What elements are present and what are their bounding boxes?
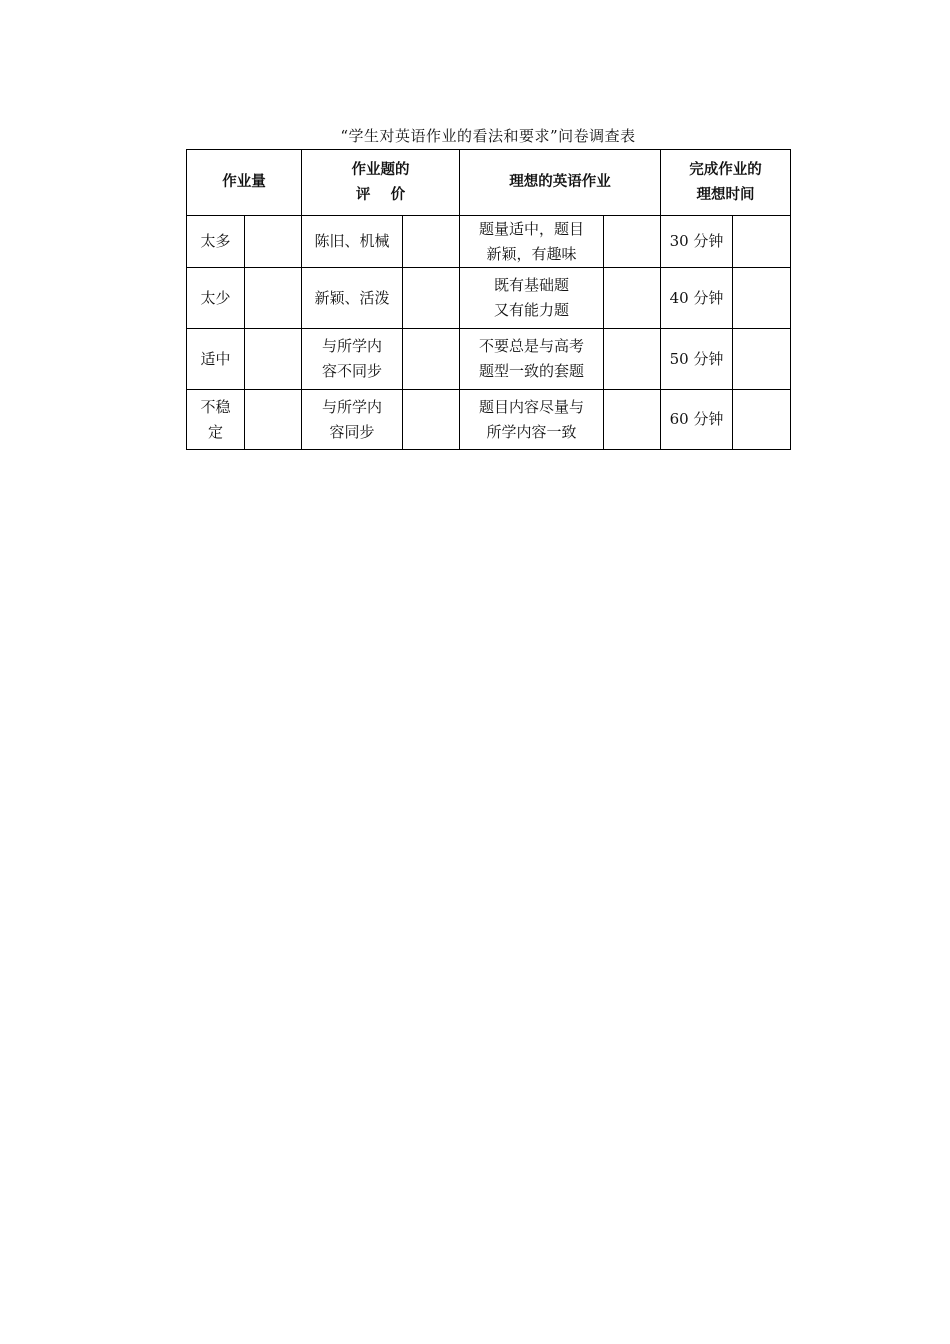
time-check-cell[interactable] xyxy=(733,329,791,390)
ideal-option: 既有基础题 又有能力题 xyxy=(460,268,604,329)
evaluation-option: 与所学内 容同步 xyxy=(302,390,403,450)
table-row xyxy=(187,216,791,268)
survey-table xyxy=(186,149,791,450)
header-workload: 作业量 xyxy=(187,150,302,216)
evaluation-option: 新颖、活泼 xyxy=(302,268,403,329)
workload-check-cell[interactable] xyxy=(245,268,302,329)
ideal-check-cell[interactable] xyxy=(604,216,661,268)
workload-check-cell[interactable] xyxy=(245,216,302,268)
time-option: 30 分钟 xyxy=(661,216,733,268)
time-option: 50 分钟 xyxy=(661,329,733,390)
workload-option: 适中 xyxy=(187,329,245,390)
evaluation-option: 陈旧、机械 xyxy=(302,216,403,268)
header-ideal-homework: 理想的英语作业 xyxy=(460,150,661,216)
table-row xyxy=(187,329,791,390)
evaluation-check-cell[interactable] xyxy=(403,268,460,329)
workload-check-cell[interactable] xyxy=(245,329,302,390)
ideal-option: 题目内容尽量与 所学内容一致 xyxy=(460,390,604,450)
header-evaluation: 作业题的 评 价 xyxy=(302,150,460,216)
workload-option: 太少 xyxy=(187,268,245,329)
ideal-check-cell[interactable] xyxy=(604,390,661,450)
table-row xyxy=(187,390,791,450)
table-header-row xyxy=(187,150,791,216)
ideal-option: 不要总是与高考 题型一致的套题 xyxy=(460,329,604,390)
ideal-check-cell[interactable] xyxy=(604,268,661,329)
time-check-cell[interactable] xyxy=(733,268,791,329)
time-check-cell[interactable] xyxy=(733,390,791,450)
workload-option: 太多 xyxy=(187,216,245,268)
time-option: 40 分钟 xyxy=(661,268,733,329)
time-option: 60 分钟 xyxy=(661,390,733,450)
evaluation-check-cell[interactable] xyxy=(403,390,460,450)
ideal-option: 题量适中，题目 新颖，有趣味 xyxy=(460,216,604,268)
workload-option: 不稳 定 xyxy=(187,390,245,450)
table-row xyxy=(187,268,791,329)
evaluation-check-cell[interactable] xyxy=(403,216,460,268)
evaluation-option: 与所学内 容不同步 xyxy=(302,329,403,390)
ideal-check-cell[interactable] xyxy=(604,329,661,390)
time-check-cell[interactable] xyxy=(733,216,791,268)
header-ideal-time: 完成作业的 理想时间 xyxy=(661,150,791,216)
page-title: “学生对英语作业的看法和要求”问卷调查表 xyxy=(340,127,636,145)
workload-check-cell[interactable] xyxy=(245,390,302,450)
evaluation-check-cell[interactable] xyxy=(403,329,460,390)
